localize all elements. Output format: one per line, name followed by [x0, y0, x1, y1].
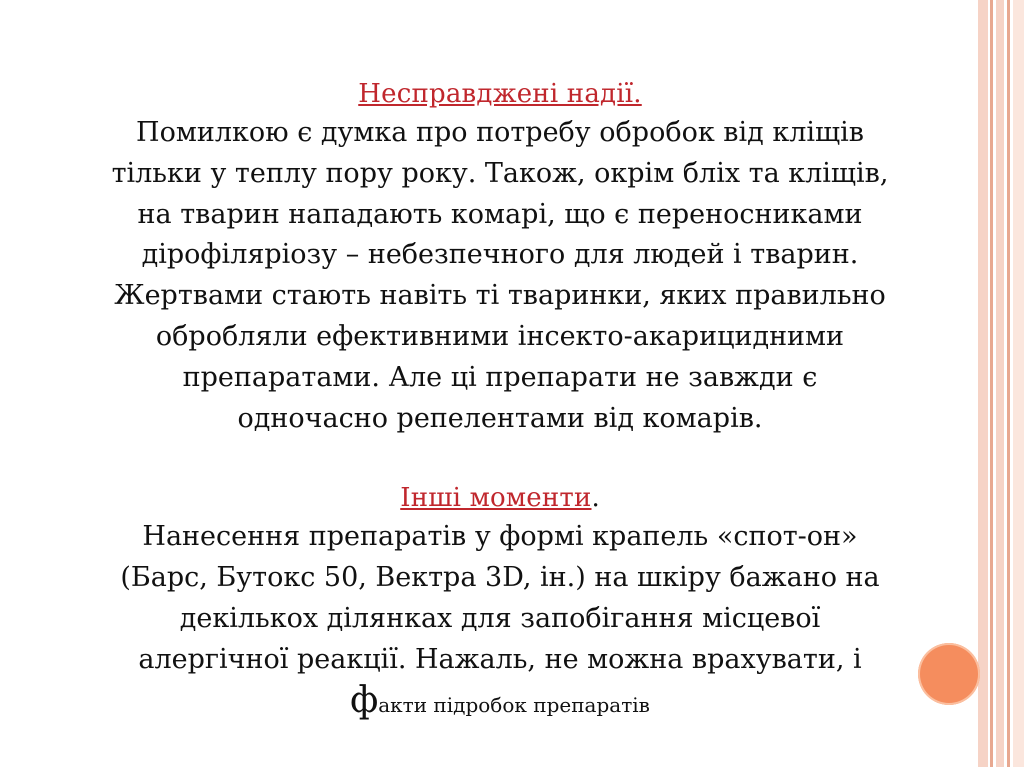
text-line: Нанесення препаратів у формі крапель «спот-он»	[142, 521, 858, 553]
section-heading-other-points: Інші моменти	[400, 483, 592, 514]
text-line: тільки у теплу пору року. Також, окрім бліх та кліщів,	[111, 157, 889, 189]
section-text-failed-hopes	[40, 113, 960, 439]
section-text-other-points	[40, 517, 960, 724]
text-line: алергічної реакції. Нажаль, не можна врахувати, і	[138, 643, 862, 675]
decor-stripe	[1013, 0, 1024, 767]
text-first-letter: ф	[350, 679, 379, 721]
text-line: Помилкою є думка про потребу обробок від кліщів	[136, 117, 864, 148]
text-tail: акти підробок препаратів	[378, 692, 650, 717]
text-line: препаратами. Але ці препарати не завжди є	[182, 361, 818, 393]
text-line: обробляли ефективними інсекто-акарицидними	[155, 320, 845, 352]
decor-circle	[918, 643, 980, 705]
decor-stripe	[1007, 0, 1010, 767]
text-line: (Барс, Бутокс 50, Вектра 3D, ін.) на шкіру бажано на	[120, 562, 880, 594]
section-heading-other-points-row	[40, 479, 960, 517]
text-line-last	[40, 681, 960, 725]
decor-stripe	[978, 0, 988, 767]
spacer	[40, 439, 960, 479]
heading-period: .	[591, 483, 600, 514]
decor-stripe	[990, 0, 993, 767]
text-line: декількох ділянках для запобігання місцевої	[179, 602, 821, 634]
text-line: Жертвами стають навіть ті тваринки, яких правильно	[114, 280, 886, 312]
slide-body	[40, 75, 960, 725]
text-line: на тварин нападають комарі, що є переносниками	[137, 198, 863, 230]
decor-stripe	[996, 0, 1004, 767]
text-line: дірофіляріозу – небезпечного для людей і тварин.	[141, 239, 859, 271]
text-line: одночасно репелентами від комарів.	[237, 402, 763, 434]
section-heading-failed-hopes: Несправджені надії.	[358, 79, 642, 109]
